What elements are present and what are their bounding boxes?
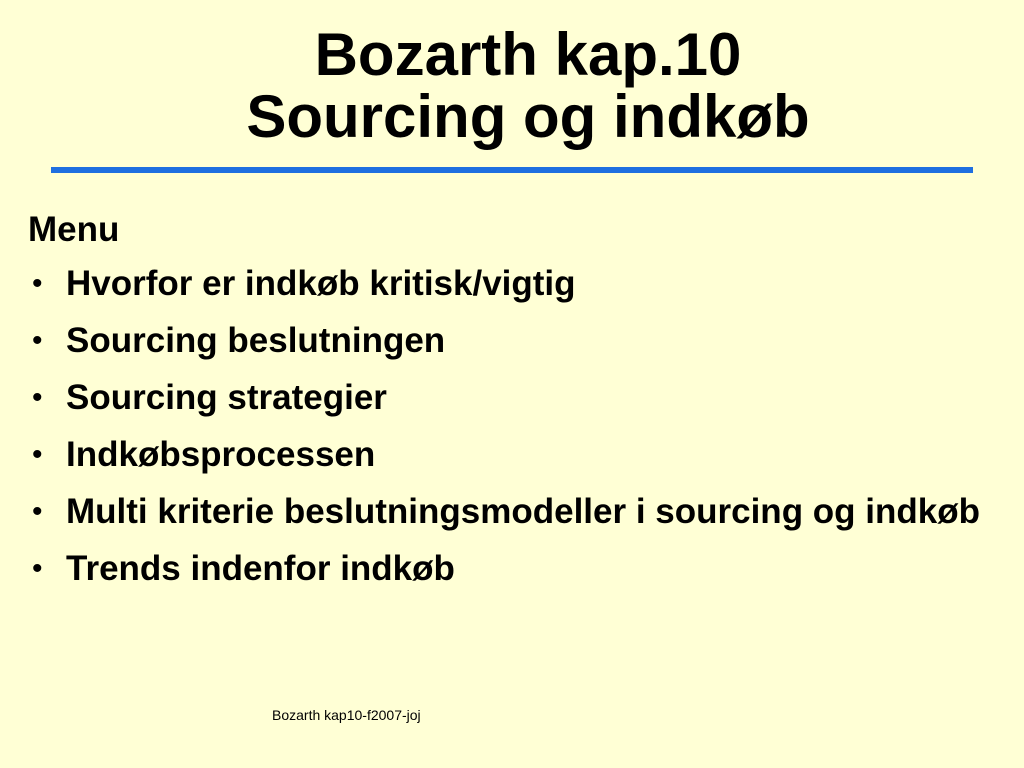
bullet-text: Sourcing strategier	[66, 378, 387, 417]
title-divider	[51, 167, 973, 173]
bullet-icon: •	[32, 438, 43, 471]
bullet-item	[28, 436, 988, 474]
bullet-item	[28, 322, 988, 360]
bullet-item	[28, 379, 988, 417]
title-line-2: Sourcing og indkøb	[246, 83, 810, 150]
bullet-text: Hvorfor er indkøb kritisk/vigtig	[66, 264, 576, 303]
bullet-icon: •	[32, 324, 43, 357]
bullet-icon: •	[32, 267, 43, 300]
bullet-icon: •	[32, 381, 43, 414]
bullet-item	[28, 265, 988, 303]
bullet-text: Indkøbsprocessen	[66, 435, 376, 474]
bullet-text: Sourcing beslutningen	[66, 321, 446, 360]
bullet-item	[28, 550, 988, 588]
bullet-text: Trends indenfor indkøb	[66, 549, 455, 588]
bullet-item	[28, 493, 988, 531]
menu-heading: Menu	[28, 210, 120, 249]
bullet-list	[28, 265, 988, 607]
bullet-text: Multi kriterie beslutningsmodeller i sourcing og indkøb	[66, 492, 980, 531]
slide-footer: Bozarth kap10-f2007-joj	[272, 707, 421, 723]
bullet-icon: •	[32, 495, 43, 528]
title-line-1: Bozarth kap.10	[314, 21, 742, 88]
slide-title	[0, 21, 1024, 150]
bullet-icon: •	[32, 552, 43, 585]
